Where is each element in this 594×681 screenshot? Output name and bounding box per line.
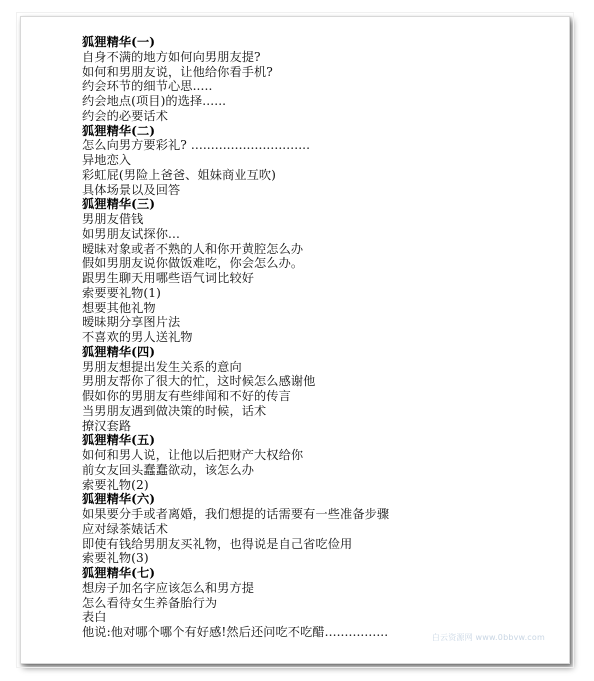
text-line: 男朋友帮你了很大的忙，这时候怎么感谢他: [82, 374, 316, 389]
text-line: 自身不满的地方如何向男朋友提?: [82, 49, 261, 64]
text-line: 具体场景以及回答: [82, 182, 181, 197]
document-text-block: [82, 35, 552, 640]
text-line: 约会的必要话术: [82, 108, 169, 123]
text-line: 彩虹屁(男险上爸爸、姐妹商业互吹): [82, 167, 277, 182]
text-line: 想要其他礼物: [82, 300, 156, 315]
text-line: 假如你的男朋友有些绯闻和不好的传言: [82, 389, 291, 403]
section-heading: 狐狸精华(四): [82, 344, 156, 359]
text-line: 他说:他对哪个哪个有好感!然后还问吃不吃醋................: [82, 625, 389, 639]
text-line: 如何和男朋友说，让他给你看手机?: [82, 64, 273, 79]
watermark: 白云资源网 www.0bbvw.com: [431, 633, 545, 642]
text-line: 暧昧期分享图片法: [82, 315, 181, 330]
text-line: 索要礼物(3): [82, 551, 149, 566]
text-line: 假如男朋友说你做饭难吃，你会怎么办。: [82, 256, 304, 271]
section-heading: 狐狸精华(七): [82, 566, 156, 580]
section-heading: 狐狸精华(二): [82, 123, 156, 138]
text-line: 如果要分手或者离婚，我们想提的话需要有一些准备步骤: [82, 507, 390, 521]
text-line: 男朋友想提出发生关系的意向: [82, 359, 242, 374]
text-line: 索要要礼物(1): [82, 285, 162, 300]
text-line: 约会地点(项目)的选择......: [82, 94, 227, 108]
text-line: 如男朋友试探你...: [82, 226, 180, 241]
text-line: 怎么看待女生养备胎行为: [82, 595, 218, 610]
text-line: 暧昧对象或者不熟的人和你开黄腔怎么办: [82, 241, 304, 256]
text-line: 怎么向男方要彩礼? ..............................: [82, 138, 311, 153]
text-line: 索要礼物(2): [82, 477, 149, 492]
text-line: 应对绿茶婊话术: [82, 521, 169, 536]
text-line: 表白: [82, 610, 107, 625]
section-heading: 狐狸精华(五): [82, 433, 156, 448]
text-line: 男朋友借钱: [82, 212, 144, 226]
section-heading: 狐狸精华(一): [82, 35, 156, 49]
text-line: 想房子加名字应该怎么和男方提: [82, 580, 255, 595]
text-line: 不喜欢的男人送礼物: [82, 330, 193, 344]
document-page: [20, 16, 570, 664]
section-heading: 狐狸精华(六): [82, 492, 156, 507]
section-heading: 狐狸精华(三): [82, 197, 156, 212]
text-line: 约会环节的细节心思.....: [82, 79, 213, 94]
text-line: 如何和男人说，让他以后把财产大权给你: [82, 448, 304, 462]
text-line: 前女友回头蠢蠢欲动，该怎么办: [82, 462, 255, 477]
text-line: 撩汉套路: [82, 418, 132, 433]
text-line: 即使有钱给男朋友买礼物，也得说是自己省吃俭用: [82, 536, 353, 551]
text-line: 跟男生聊天用哪些语气词比较好: [82, 271, 255, 285]
text-line: 异地恋入: [82, 153, 132, 167]
text-line: 当男朋友遇到做决策的时候，话术: [82, 403, 267, 418]
